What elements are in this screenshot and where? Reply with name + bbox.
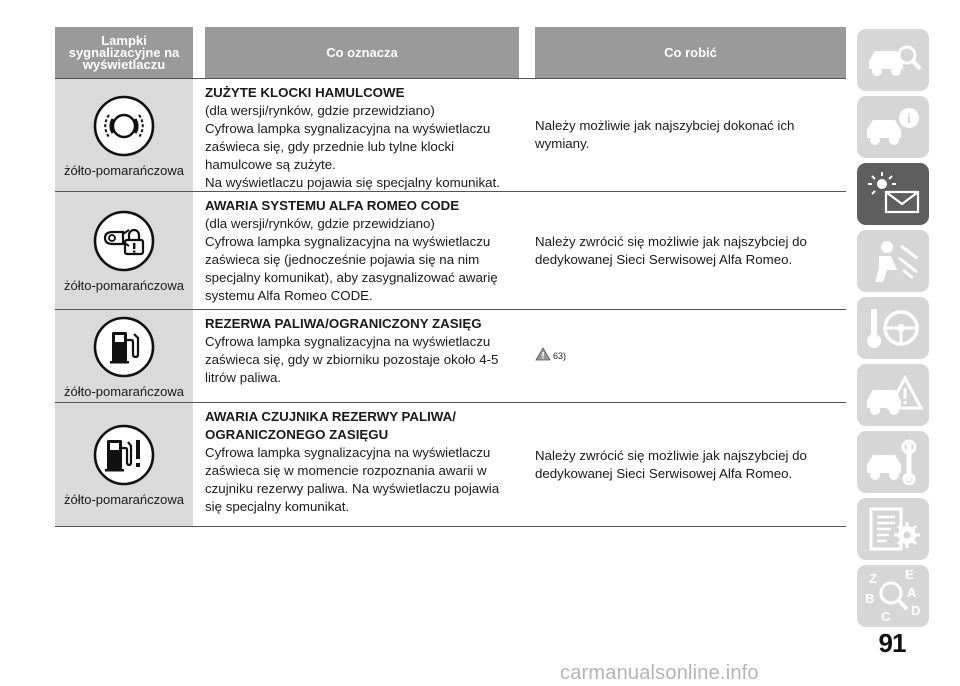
meaning-line: (dla wersji/rynków, gdzie przewidziano)	[205, 216, 435, 231]
tab-emergency[interactable]	[857, 364, 929, 426]
table-header	[55, 27, 846, 79]
icon-cell	[55, 79, 193, 191]
brake-pads-icon	[93, 95, 155, 157]
index-letter: E	[905, 567, 914, 582]
meaning-cell	[205, 403, 519, 526]
action-cell	[535, 310, 846, 402]
action-text: Należy możliwie jak najszybciej dokonać ich wymiany.	[535, 118, 795, 151]
tab-maintenance[interactable]	[857, 431, 929, 493]
tab-car-search[interactable]	[857, 29, 929, 91]
car-search-icon	[863, 37, 923, 83]
car-service-wrench-icon	[863, 439, 923, 485]
index-letter: A	[907, 585, 917, 600]
watermark: carmanualsonline.info	[560, 662, 759, 684]
tab-technical-data[interactable]	[857, 498, 929, 560]
header-lamp: Lampki sygnalizacyjne na wyświetlaczu	[55, 27, 193, 78]
car-emergency-icon	[863, 372, 923, 418]
alfa-romeo-code-icon	[93, 210, 155, 272]
meaning-line: Cyfrowa lampka sygnalizacyjna na wyświetlaczu zaświeca się, gdy w zbiorniku pozostaje około 4-5 litrów paliwa.	[205, 334, 499, 385]
table-row	[55, 310, 846, 403]
fuel-reserve-icon	[93, 316, 155, 378]
meaning-line: (dla wersji/rynków, gdzie przewidziano)	[205, 103, 435, 118]
tab-index[interactable]	[857, 565, 929, 627]
alphabetical-index-icon	[861, 567, 925, 625]
lamp-color-label: żółto-pomarańczowa	[64, 492, 184, 507]
icon-cell	[55, 403, 193, 526]
warning-light-message-icon	[862, 170, 924, 218]
warning-triangle-icon	[535, 347, 551, 361]
index-letter: B	[865, 591, 875, 606]
warning-title: REZERWA PALIWA/OGRANICZONY ZASIĘG	[205, 316, 482, 331]
action-cell	[535, 192, 846, 309]
tab-car-info[interactable]	[857, 96, 929, 158]
meaning-line: Cyfrowa lampka sygnalizacyjna na wyświetlaczu zaświeca się w momencie rozpoznania awarii w czujniku rezerwy paliwa. Na wyświetlaczu pojawia się specjalny komunikat.	[205, 445, 500, 514]
tab-starting-driving[interactable]	[857, 297, 929, 359]
lamp-color-label: żółto-pomarańczowa	[64, 278, 184, 293]
meaning-cell	[205, 192, 519, 309]
technical-data-gear-icon	[863, 505, 923, 553]
table-row	[55, 192, 846, 310]
car-info-icon	[863, 104, 923, 150]
airbag-passenger-icon	[863, 238, 923, 284]
action-cell	[535, 79, 846, 191]
warning-reference	[535, 347, 566, 365]
warning-title: AWARIA SYSTEMU ALFA ROMEO CODE	[205, 198, 460, 213]
icon-cell	[55, 310, 193, 402]
warning-title: ZUŻYTE KLOCKI HAMULCOWE	[205, 85, 405, 100]
tab-warning-lights[interactable]	[857, 163, 929, 225]
table-row	[55, 403, 846, 527]
fuel-sensor-fault-icon	[93, 424, 155, 486]
tab-safety[interactable]	[857, 230, 929, 292]
index-letter: C	[881, 609, 891, 624]
warning-lights-table	[55, 27, 846, 527]
lamp-color-label: żółto-pomarańczowa	[64, 383, 184, 399]
meaning-cell	[205, 79, 519, 191]
meaning-cell	[205, 310, 519, 402]
svg-text:i: i	[907, 112, 911, 127]
action-text: Należy zwrócić się możliwie jak najszybciej do dedykowanej Sieci Serwisowej Alfa Romeo.	[535, 233, 807, 267]
chapter-tabs	[857, 29, 929, 632]
header-meaning: Co oznacza	[205, 27, 519, 78]
icon-cell	[55, 192, 193, 309]
action-cell	[535, 403, 846, 526]
warning-ref-number: 63)	[553, 351, 567, 361]
meaning-line: Cyfrowa lampka sygnalizacyjna na wyświetlaczu zaświeca się (jednocześnie pojawia się na nim specjalny komunikat), aby zasygnalizować awarię systemu Alfa Romeo CODE.	[205, 234, 498, 303]
lamp-color-label: żółto-pomarańczowa	[64, 162, 184, 178]
action-text: Należy zwrócić się możliwie jak najszybciej do dedykowanej Sieci Serwisowej Alfa Romeo.	[535, 447, 807, 481]
warning-title: AWARIA CZUJNIKA REZERWY PALIWA/ OGRANICZONEGO ZASIĘGU	[205, 409, 456, 442]
meaning-line: Cyfrowa lampka sygnalizacyjna na wyświetlaczu zaświeca się, gdy przednie lub tylne klocki hamulcowe są zużyte.	[205, 121, 491, 172]
header-action: Co robić	[535, 27, 846, 78]
page-number: 91	[878, 628, 906, 658]
key-steering-wheel-icon	[863, 305, 923, 351]
table-row	[55, 79, 846, 192]
meaning-line: Na wyświetlaczu pojawia się specjalny komunikat.	[205, 175, 500, 190]
index-letter: Z	[869, 571, 877, 586]
index-letter: D	[911, 603, 921, 618]
